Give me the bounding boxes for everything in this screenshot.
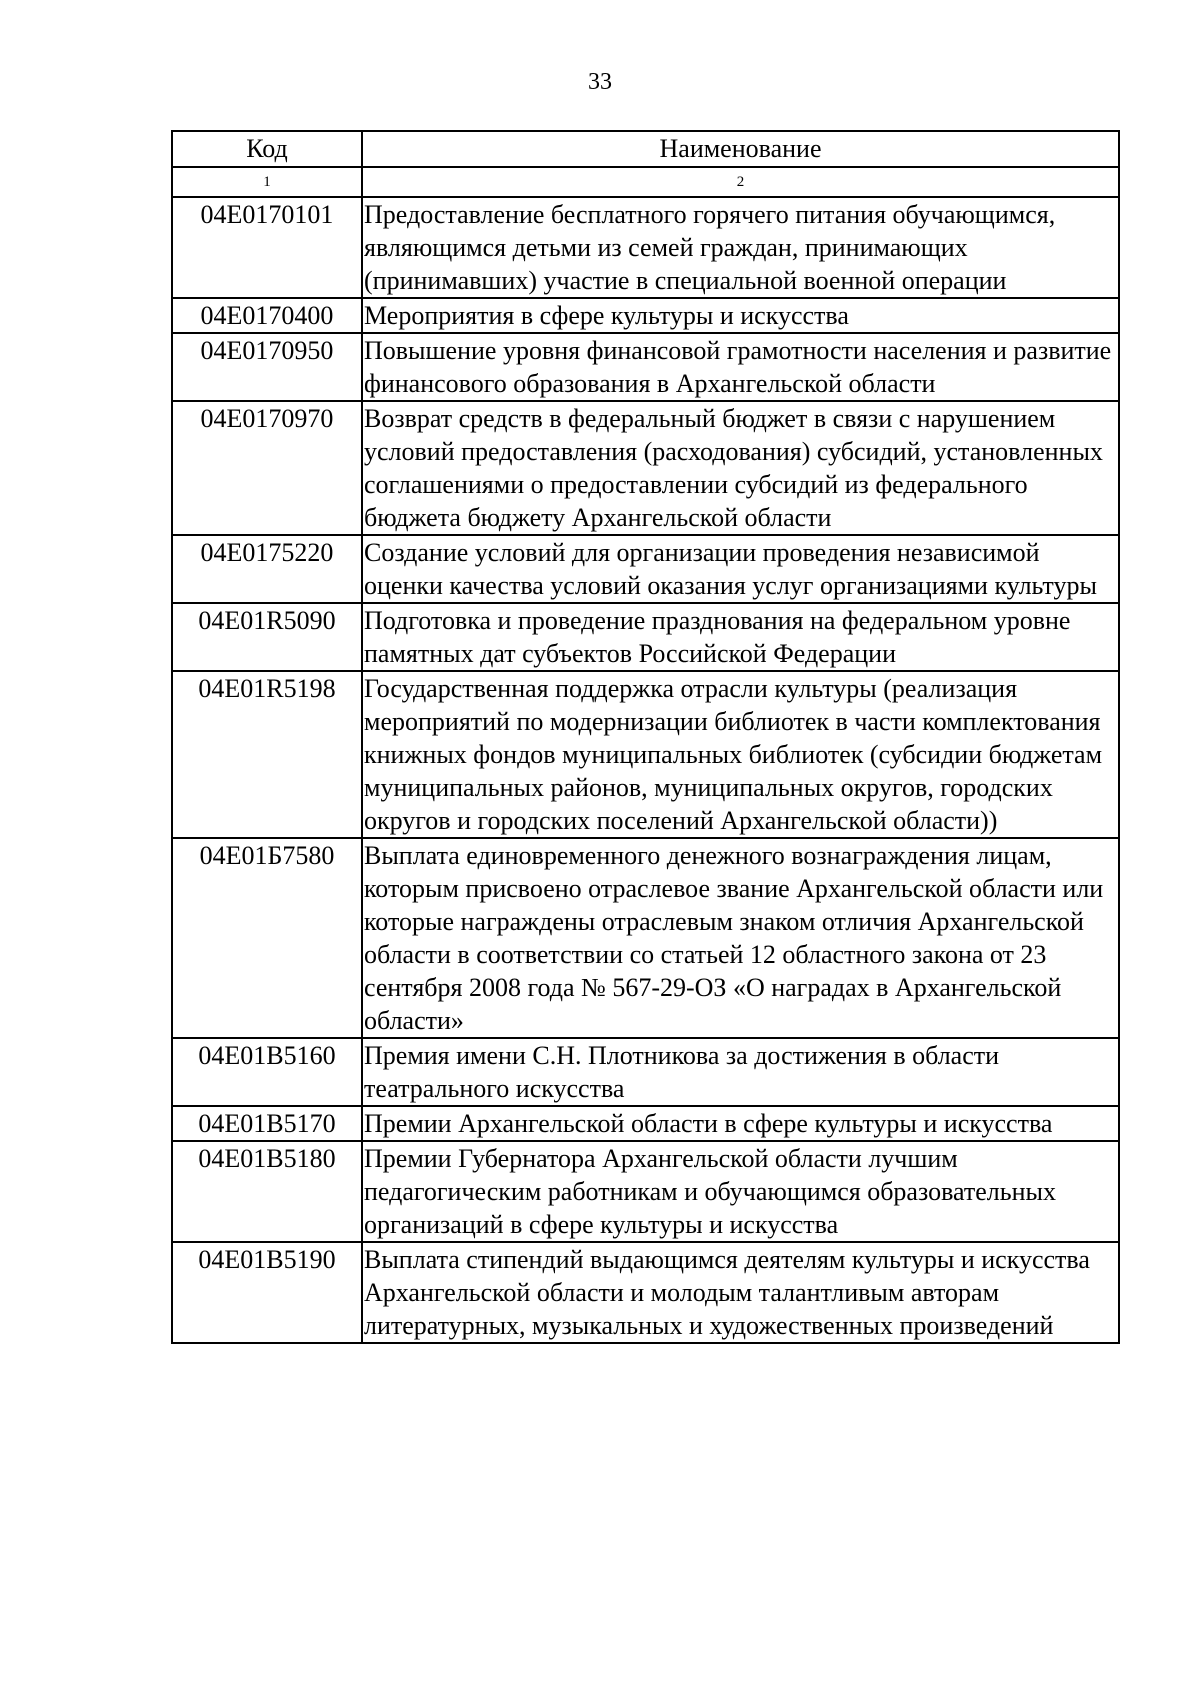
row-code: 04Е0170950: [172, 333, 362, 401]
row-name: Повышение уровня финансовой грамотности населения и развитие финансового образования в Архангельской области: [362, 333, 1119, 401]
header-code: Код: [172, 131, 362, 167]
row-name: Премия имени С.Н. Плотникова за достижения в области театрального искусства: [362, 1038, 1119, 1106]
row-name: Премии Архангельской области в сфере культуры и искусства: [362, 1106, 1119, 1141]
table-row: [172, 838, 1119, 1038]
table-row: [172, 401, 1119, 535]
table-row: [172, 333, 1119, 401]
table-row: [172, 535, 1119, 603]
column-number-name: 2: [362, 167, 1119, 197]
row-code: 04Е01В5180: [172, 1141, 362, 1242]
row-name: Выплата стипендий выдающимся деятелям культуры и искусства Архангельской области и молодым талантливым авторам литературных, музыкальных и художественных произведений: [362, 1242, 1119, 1343]
row-name: Возврат средств в федеральный бюджет в связи с нарушением условий предоставления (расходования) субсидий, установленных соглашениями о предоставлении субсидий из федерального бюджета бюджету Архангельской области: [362, 401, 1119, 535]
table-row: [172, 197, 1119, 298]
header-name: Наименование: [362, 131, 1119, 167]
table-row: [172, 1038, 1119, 1106]
budget-codes-table: [171, 130, 1120, 1344]
row-code: 04Е01В5190: [172, 1242, 362, 1343]
row-code: 04Е0175220: [172, 535, 362, 603]
row-code: 04Е01В5170: [172, 1106, 362, 1141]
row-code: 04Е01R5090: [172, 603, 362, 671]
row-code: 04Е0170400: [172, 298, 362, 333]
row-name: Мероприятия в сфере культуры и искусства: [362, 298, 1119, 333]
table-row: [172, 1141, 1119, 1242]
row-name: Государственная поддержка отрасли культуры (реализация мероприятий по модернизации библиотек в части комплектования книжных фондов муниципальных библиотек (субсидии бюджетам муниципальных районов, муниципальных округов, городских округов и городских поселений Архангельской области)): [362, 671, 1119, 838]
row-name: Подготовка и проведение празднования на федеральном уровне памятных дат субъектов Российской Федерации: [362, 603, 1119, 671]
table-row: [172, 603, 1119, 671]
table-row: [172, 671, 1119, 838]
row-name: Создание условий для организации проведения независимой оценки качества условий оказания услуг организациями культуры: [362, 535, 1119, 603]
row-code: 04Е0170101: [172, 197, 362, 298]
row-code: 04Е01В5160: [172, 1038, 362, 1106]
page-number: 33: [588, 69, 612, 95]
column-number-row: [172, 167, 1119, 197]
table-header-row: [172, 131, 1119, 167]
row-code: 04Е01R5198: [172, 671, 362, 838]
row-code: 04Е0170970: [172, 401, 362, 535]
row-name: Предоставление бесплатного горячего питания обучающимся, являющимся детьми из семей граждан, принимающих (принимавших) участие в специальной военной операции: [362, 197, 1119, 298]
row-name: Выплата единовременного денежного вознаграждения лицам, которым присвоено отраслевое звание Архангельской области или которые награждены отраслевым знаком отличия Архангельской области в соответствии со статьей 12 областного закона от 23 сентября 2008 года № 567-29-ОЗ «О наградах в Архангельской области»: [362, 838, 1119, 1038]
column-number-code: 1: [172, 167, 362, 197]
row-code: 04Е01Б7580: [172, 838, 362, 1038]
row-name: Премии Губернатора Архангельской области лучшим педагогическим работникам и обучающимся образовательных организаций в сфере культуры и искусства: [362, 1141, 1119, 1242]
table-row: [172, 298, 1119, 333]
table-row: [172, 1242, 1119, 1343]
table-row: [172, 1106, 1119, 1141]
